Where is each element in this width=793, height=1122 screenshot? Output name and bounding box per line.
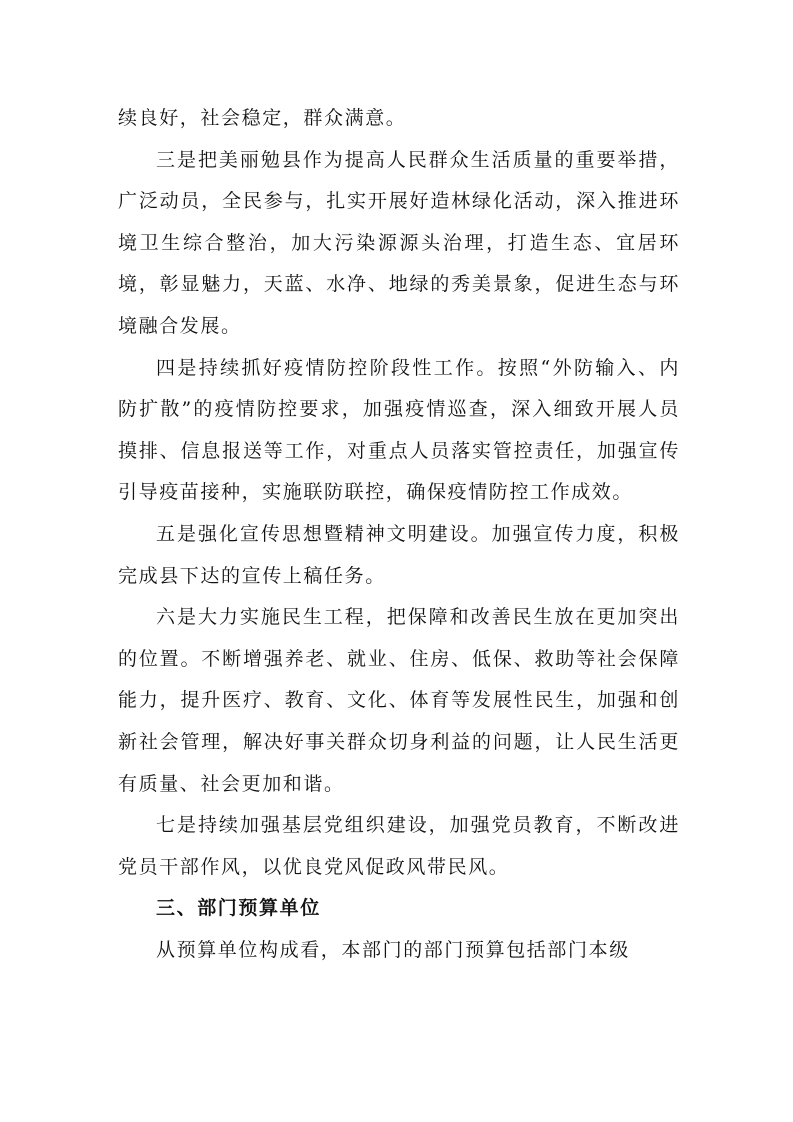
- paragraph-item-7: 七是持续加强基层党组织建设，加强党员教育，不断改进党员干部作风，以优良党风促政风带民风。: [118, 814, 680, 878]
- paragraph-item-4: 四是持续抓好疫情防控阶段性工作。按照“外防输入、内防扩散”的疫情防控要求，加强疫情巡查，深入细致开展人员摸排、信息报送等工作，对重点人员落实管控责任，加强宣传引导疫苗接种，实施联防联控，确保疫情防控工作成效。: [118, 356, 680, 504]
- paragraph-item-3: 三是把美丽勉县作为提高人民群众生活质量的重要举措，广泛动员，全民参与，扎实开展好造林绿化活动，深入推进环境卫生综合整治，加大污染源源头治理，打造生态、宜居环境，彰显魅力，天蓝、水净、地绿的秀美景象，促进生态与环境融合发展。: [118, 148, 680, 337]
- paragraph-budget-units: 从预算单位构成看，本部门的部门预算包括部门本级: [156, 938, 630, 961]
- paragraph-item-6: 六是大力实施民生工程，把保障和改善民生放在更加突出的位置。不断增强养老、就业、住房、低保、救助等社会保障能力，提升医疗、教育、文化、体育等发展性民生，加强和创新社会管理，解决好事关群众切身利益的问题，让人民生活更有质量、社会更加和谐。: [118, 606, 680, 795]
- document-page: [118, 98, 680, 971]
- paragraph-continuation: 续良好，社会稳定，群众满意。: [118, 107, 407, 129]
- section-heading: 三、部门预算单位: [156, 897, 321, 920]
- paragraph-item-5: 五是强化宣传思想暨精神文明建设。加强宣传力度，积极完成县下达的宣传上稿任务。: [118, 522, 680, 587]
